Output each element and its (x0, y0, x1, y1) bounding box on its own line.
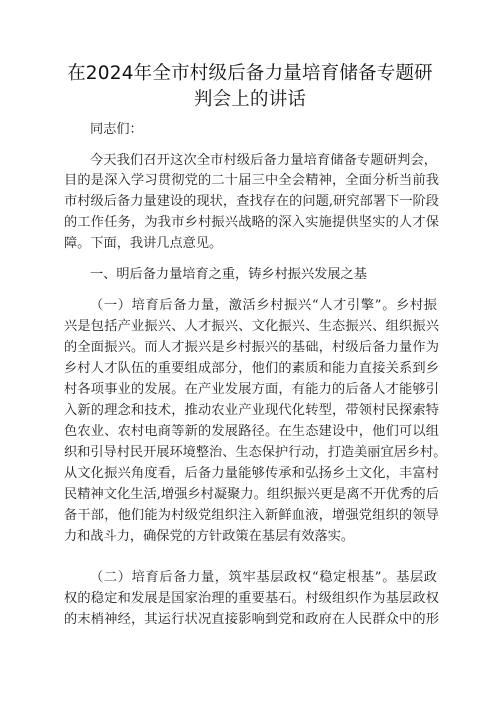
paragraph-2-line: 备干部，他们能为村级党组织注入新鲜血液，增强党组织的领导 (64, 508, 439, 523)
paragraph-2-line: 色农业、农村电商等新的发展路径。在生态建设中，他们可以组 (64, 424, 439, 439)
paragraph-3-line: 的末梢神经，其运行状况直接影响到党和政府在人民群众中的形 (64, 612, 439, 627)
paragraph-1-line: 今天我们召开这次全市村级后备力量培育储备专题研判会， (90, 153, 437, 168)
paragraph-1-line: 目的是深入学习贯彻党的二十届三中全会精神，全面分析当前我 (64, 173, 439, 188)
paragraph-2-line: 从文化振兴角度看，后备力量能够传承和弘扬乡土文化，丰富村 (64, 466, 439, 481)
paragraph-2-line: 入新的理念和技术，推动农业产业现代化转型，带领村民探索特 (64, 403, 439, 418)
paragraph-2-line: 的全面振兴。而人才振兴是乡村振兴的基础，村级后备力量作为 (64, 340, 439, 355)
paragraph-3-line: （二）培育后备力量，筑牢基层政权“稳定根基”。基层政 (90, 570, 437, 585)
paragraph-2-line: 民精神文化生活,增强乡村凝聚力。组织振兴更是离不开优秀的后 (64, 487, 439, 502)
paragraph-1-line: 的工作任务，为我市乡村振兴战略的深入实施提供坚实的人才保 (64, 215, 439, 230)
paragraph-1-line: 市村级后备力量建设的现状，查找存在的问题,研究部署下一阶段 (64, 194, 439, 209)
paragraph-2-line: 村各项事业的发展。在产业发展方面，有能力的后备人才能够引 (64, 382, 439, 397)
paragraph-2-line: 兴是包括产业振兴、人才振兴、文化振兴、生态振兴、组织振兴 (64, 319, 439, 334)
document-title-line-2: 判会上的讲话 (193, 89, 307, 110)
salutation: 同志们： (90, 122, 143, 137)
section-1-heading: 一、明后备力量培育之重，铸乡村振兴发展之基 (90, 267, 367, 282)
paragraph-2-line: （一）培育后备力量，激活乡村振兴“人才引擎”。乡村振 (90, 298, 437, 313)
paragraph-3-line: 权的稳定和发展是国家治理的重要基石。村级组织作为基层政权 (64, 591, 439, 606)
paragraph-2-line: 织和引导村民开展环境整治、生态保护行动，打造美丽宜居乡村。 (64, 445, 447, 460)
paragraph-2-line: 力和战斗力，确保党的方针政策在基层有效落实。 (64, 529, 355, 544)
paragraph-1-line: 障。下面，我讲几点意见。 (64, 236, 223, 251)
paragraph-2-line: 乡村人才队伍的重要组成部分，他们的素质和能力直接关系到乡 (64, 361, 439, 376)
document-title-line-1: 在2024年全市村级后备力量培育储备专题研 (67, 63, 433, 84)
